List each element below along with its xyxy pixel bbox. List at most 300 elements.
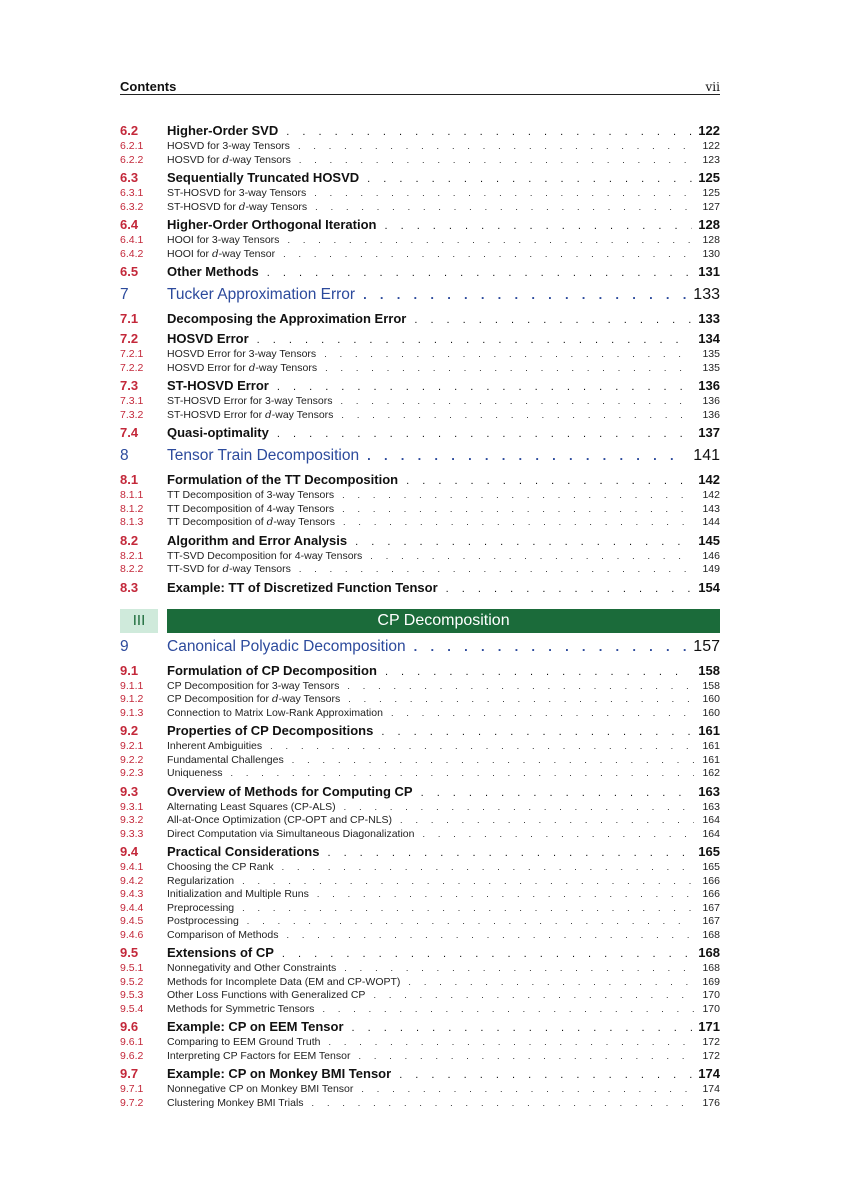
- table-of-contents: [120, 120, 720, 1110]
- dot-leader: [414, 639, 688, 654]
- subsection-page-number[interactable]: 167: [702, 901, 720, 914]
- dot-leader: [282, 948, 692, 960]
- section-title[interactable]: HOSVD Error: [167, 331, 249, 346]
- toc-subsection-entry[interactable]: [120, 348, 720, 362]
- dot-leader: [282, 862, 694, 872]
- subsection-page-number[interactable]: 176: [702, 1096, 720, 1109]
- subsection-page-number[interactable]: 164: [702, 827, 720, 840]
- toc-subsection-entry[interactable]: [120, 693, 720, 707]
- section-number: 9.2: [120, 723, 139, 738]
- dot-leader: [342, 490, 694, 500]
- section-title[interactable]: Practical Considerations: [167, 844, 320, 859]
- toc-subsection-entry[interactable]: [120, 707, 720, 721]
- chapter-number: 7: [120, 286, 129, 303]
- part-number: III: [120, 609, 158, 633]
- subsection-page-number[interactable]: 136: [702, 408, 720, 421]
- subsection-number: 9.2.2: [120, 753, 144, 766]
- chapter-number: 9: [120, 637, 129, 655]
- subsection-page-number[interactable]: 169: [702, 975, 720, 988]
- dot-leader: [325, 363, 694, 373]
- section-title[interactable]: Example: TT of Discretized Function Tensor: [167, 579, 438, 595]
- toc-subsection-entry[interactable]: [120, 1083, 720, 1097]
- dot-leader: [352, 1022, 693, 1034]
- dot-leader: [341, 396, 694, 406]
- dot-leader: [329, 1037, 695, 1047]
- subsection-title[interactable]: TT-SVD for d-way Tensors: [167, 563, 291, 575]
- header-page-number: vii: [705, 80, 720, 94]
- section-title[interactable]: Quasi-optimality: [167, 425, 269, 440]
- subsection-page-number[interactable]: 136: [702, 395, 720, 407]
- subsection-number: 6.2.2: [120, 153, 144, 166]
- subsection-page-number[interactable]: 160: [702, 693, 720, 705]
- subsection-number: 9.4.1: [120, 861, 144, 873]
- toc-subsection-entry[interactable]: [120, 1050, 720, 1064]
- dot-leader: [391, 708, 694, 718]
- dot-leader: [373, 990, 694, 1000]
- toc-subsection-entry[interactable]: [120, 395, 720, 409]
- dot-leader: [348, 694, 694, 704]
- subsection-number: 8.1.1: [120, 489, 144, 501]
- subsection-title[interactable]: TT Decomposition of 4-way Tensors: [167, 502, 335, 515]
- running-header: [120, 76, 720, 95]
- dot-leader: [277, 428, 692, 440]
- dot-leader: [283, 249, 694, 259]
- toc-subsection-entry[interactable]: [120, 409, 720, 423]
- subsection-number: 9.5.3: [120, 989, 144, 1001]
- toc-section-entry[interactable]: [120, 472, 720, 489]
- subsection-page-number[interactable]: 127: [702, 200, 720, 213]
- subsection-page-number[interactable]: 172: [702, 1036, 720, 1048]
- subsection-page-number[interactable]: 158: [702, 679, 720, 692]
- dot-leader: [446, 583, 693, 595]
- subsection-page-number[interactable]: 135: [702, 361, 720, 374]
- section-page-number[interactable]: 174: [698, 1066, 720, 1081]
- dot-leader: [230, 768, 694, 778]
- toc-subsection-entry[interactable]: [120, 902, 720, 916]
- dot-leader: [270, 741, 694, 751]
- subsection-title[interactable]: CP Decomposition for 3-way Tensors: [167, 679, 340, 692]
- dot-leader: [299, 155, 694, 165]
- toc-subsection-entry[interactable]: [120, 550, 720, 564]
- section-page-number[interactable]: 131: [698, 264, 720, 279]
- subsection-title[interactable]: ST-HOSVD for d-way Tensors: [167, 200, 308, 213]
- chapter-page-number[interactable]: 133: [693, 286, 720, 303]
- section-page-number[interactable]: 137: [698, 425, 720, 440]
- toc-subsection-entry[interactable]: [120, 740, 720, 754]
- subsection-page-number[interactable]: 170: [702, 989, 720, 1001]
- subsection-title[interactable]: HOOI for 3-way Tensors: [167, 234, 280, 246]
- toc-subsection-entry[interactable]: [120, 187, 720, 201]
- subsection-title[interactable]: Methods for Symmetric Tensors: [167, 1002, 315, 1015]
- toc-subsection-entry[interactable]: [120, 861, 720, 875]
- toc-chapter-entry[interactable]: [120, 286, 720, 308]
- subsection-page-number[interactable]: 161: [702, 740, 720, 752]
- subsection-number: 9.6.1: [120, 1036, 144, 1048]
- toc-subsection-entry[interactable]: [120, 1003, 720, 1017]
- subsection-number: 7.3.2: [120, 408, 144, 421]
- subsection-number: 9.3.3: [120, 827, 144, 840]
- toc-section-entry[interactable]: [120, 264, 720, 281]
- section-title[interactable]: Formulation of the TT Decomposition: [167, 472, 399, 487]
- chapter-page-number[interactable]: 141: [693, 447, 720, 464]
- toc-section-entry[interactable]: [120, 311, 720, 328]
- subsection-title[interactable]: Methods for Incomplete Data (EM and CP-WOPT): [167, 975, 401, 988]
- subsection-title[interactable]: Nonnegative CP on Monkey BMI Tensor: [167, 1083, 354, 1095]
- toc-subsection-entry[interactable]: [120, 563, 720, 577]
- subsection-number: 9.3.1: [120, 800, 144, 813]
- subsection-title[interactable]: Regularization: [167, 874, 235, 887]
- toc-section-entry[interactable]: [120, 170, 720, 187]
- dot-leader: [322, 1004, 694, 1014]
- section-number: 9.3: [120, 783, 139, 799]
- chapter-title[interactable]: Tensor Train Decomposition: [167, 447, 360, 464]
- toc-subsection-entry[interactable]: [120, 888, 720, 902]
- toc-subsection-entry[interactable]: [120, 140, 720, 154]
- section-number: 9.5: [120, 945, 139, 960]
- section-page-number[interactable]: 171: [698, 1019, 720, 1034]
- subsection-number: 9.7.1: [120, 1083, 144, 1095]
- dot-leader: [385, 666, 692, 678]
- subsection-title[interactable]: ST-HOSVD Error for 3-way Tensors: [167, 395, 333, 407]
- subsection-title[interactable]: Initialization and Multiple Runs: [167, 888, 309, 900]
- subsection-title[interactable]: Fundamental Challenges: [167, 753, 284, 766]
- section-page-number[interactable]: 145: [698, 532, 720, 548]
- toc-section-entry[interactable]: [120, 945, 720, 962]
- dot-leader: [312, 1098, 694, 1108]
- toc-section-entry[interactable]: [120, 844, 720, 861]
- subsection-title[interactable]: Direct Computation via Simultaneous Diagonalization: [167, 827, 415, 840]
- subsection-number: 8.2.1: [120, 549, 144, 562]
- dot-leader: [344, 802, 694, 812]
- chapter-title[interactable]: Tucker Approximation Error: [167, 286, 356, 303]
- section-number: 7.2: [120, 331, 139, 346]
- toc-section-entry[interactable]: [120, 784, 720, 801]
- subsection-title[interactable]: All-at-Once Optimization (CP-OPT and CP-NLS): [167, 814, 393, 826]
- toc-subsection-entry[interactable]: [120, 201, 720, 215]
- section-page-number[interactable]: 133: [698, 311, 720, 326]
- subsection-page-number[interactable]: 168: [702, 928, 720, 941]
- subsection-number: 9.6.2: [120, 1049, 144, 1062]
- subsection-number: 6.4.1: [120, 234, 144, 246]
- subsection-title[interactable]: HOSVD Error for 3-way Tensors: [167, 348, 317, 360]
- toc-subsection-entry[interactable]: [120, 767, 720, 781]
- subsection-number: 9.4.6: [120, 928, 144, 941]
- dot-leader: [408, 977, 694, 987]
- section-page-number[interactable]: 158: [698, 662, 720, 678]
- subsection-page-number[interactable]: 149: [702, 563, 720, 575]
- subsection-title[interactable]: Interpreting CP Factors for EEM Tensor: [167, 1049, 351, 1062]
- subsection-number: 7.2.1: [120, 348, 144, 360]
- dot-leader: [341, 410, 694, 420]
- toc-subsection-entry[interactable]: [120, 989, 720, 1003]
- section-page-number[interactable]: 128: [698, 217, 720, 232]
- section-page-number[interactable]: 165: [698, 844, 720, 859]
- subsection-page-number[interactable]: 172: [702, 1049, 720, 1062]
- subsection-page-number[interactable]: 125: [702, 187, 720, 199]
- toc-subsection-entry[interactable]: [120, 801, 720, 815]
- dot-leader: [315, 202, 694, 212]
- header-title: Contents: [120, 79, 177, 94]
- dot-leader: [242, 876, 694, 886]
- subsection-page-number[interactable]: 122: [702, 140, 720, 152]
- dot-leader: [286, 930, 694, 940]
- toc-section-entry[interactable]: [120, 1066, 720, 1083]
- dot-leader: [292, 755, 694, 765]
- subsection-title[interactable]: TT Decomposition of d-way Tensors: [167, 516, 336, 528]
- subsection-number: 9.5.2: [120, 975, 144, 988]
- subsection-title[interactable]: Preprocessing: [167, 901, 235, 914]
- section-number: 7.3: [120, 378, 139, 393]
- dot-leader: [355, 536, 692, 548]
- dot-leader: [247, 916, 694, 926]
- part-title: CP Decomposition: [167, 609, 720, 633]
- section-title[interactable]: Overview of Methods for Computing CP: [167, 783, 413, 799]
- section-number: 8.1: [120, 472, 139, 487]
- dot-leader: [399, 1069, 692, 1081]
- section-page-number[interactable]: 154: [698, 579, 720, 595]
- subsection-number: 9.4.2: [120, 874, 144, 887]
- toc-section-entry[interactable]: [120, 331, 720, 348]
- subsection-title[interactable]: Inherent Ambiguities: [167, 740, 263, 752]
- toc-subsection-entry[interactable]: [120, 915, 720, 929]
- toc-subsection-entry[interactable]: [120, 503, 720, 517]
- dot-leader: [422, 829, 694, 839]
- subsection-title[interactable]: ST-HOSVD for 3-way Tensors: [167, 187, 307, 199]
- section-number: 7.1: [120, 311, 139, 326]
- subsection-page-number[interactable]: 143: [702, 502, 720, 515]
- subsection-page-number[interactable]: 163: [702, 800, 720, 813]
- section-page-number[interactable]: 163: [698, 783, 720, 799]
- subsection-title[interactable]: HOSVD for d-way Tensors: [167, 153, 291, 166]
- subsection-page-number[interactable]: 167: [702, 915, 720, 927]
- subsection-number: 7.3.1: [120, 395, 144, 407]
- section-title[interactable]: ST-HOSVD Error: [167, 378, 269, 393]
- toc-subsection-entry[interactable]: [120, 976, 720, 990]
- subsection-page-number[interactable]: 162: [702, 767, 720, 779]
- toc-subsection-entry[interactable]: [120, 234, 720, 248]
- subsection-number: 9.4.3: [120, 888, 144, 900]
- part-heading: [120, 609, 720, 633]
- subsection-title[interactable]: HOOI for d-way Tensor: [167, 247, 276, 260]
- section-page-number[interactable]: 142: [698, 472, 720, 487]
- dot-leader: [367, 173, 692, 185]
- subsection-number: 9.1.3: [120, 706, 144, 719]
- dot-leader: [298, 141, 694, 151]
- chapter-page-number[interactable]: 157: [693, 637, 720, 655]
- subsection-number: 6.3.2: [120, 200, 144, 213]
- subsection-title[interactable]: Other Loss Functions with Generalized CP: [167, 989, 366, 1001]
- toc-subsection-entry[interactable]: [120, 1036, 720, 1050]
- subsection-page-number[interactable]: 166: [702, 874, 720, 887]
- dot-leader: [344, 963, 694, 973]
- section-title[interactable]: Algorithm and Error Analysis: [167, 532, 348, 548]
- subsection-number: 9.2.3: [120, 767, 144, 779]
- subsection-title[interactable]: Choosing the CP Rank: [167, 861, 274, 873]
- toc-subsection-entry[interactable]: [120, 248, 720, 262]
- subsection-number: 9.7.2: [120, 1096, 144, 1109]
- section-title[interactable]: Higher-Order Orthogonal Iteration: [167, 217, 377, 232]
- subsection-page-number[interactable]: 170: [702, 1002, 720, 1015]
- dot-leader: [257, 334, 693, 346]
- dot-leader: [343, 517, 694, 527]
- section-number: 6.2: [120, 123, 139, 138]
- toc-subsection-entry[interactable]: [120, 680, 720, 694]
- section-title[interactable]: Properties of CP Decompositions: [167, 723, 374, 738]
- subsection-page-number[interactable]: 146: [702, 549, 720, 562]
- subsection-page-number[interactable]: 160: [702, 706, 720, 719]
- section-number: 9.1: [120, 662, 139, 678]
- subsection-page-number[interactable]: 165: [702, 861, 720, 873]
- dot-leader: [327, 847, 692, 859]
- dot-leader: [242, 903, 694, 913]
- toc-section-entry[interactable]: [120, 123, 720, 140]
- dot-leader: [317, 889, 694, 899]
- dot-leader: [286, 126, 692, 138]
- subsection-title[interactable]: Alternating Least Squares (CP-ALS): [167, 800, 336, 813]
- subsection-title[interactable]: TT-SVD Decomposition for 4-way Tensors: [167, 549, 363, 562]
- subsection-page-number[interactable]: 123: [702, 153, 720, 166]
- toc-section-entry[interactable]: [120, 533, 720, 550]
- section-title[interactable]: Sequentially Truncated HOSVD: [167, 170, 360, 185]
- subsection-title[interactable]: Uniqueness: [167, 767, 223, 779]
- section-title[interactable]: Other Methods: [167, 264, 259, 279]
- toc-subsection-entry[interactable]: [120, 1097, 720, 1111]
- toc-section-entry[interactable]: [120, 663, 720, 680]
- toc-subsection-entry[interactable]: [120, 875, 720, 889]
- section-number: 9.4: [120, 844, 139, 859]
- toc-chapter-entry[interactable]: [120, 638, 720, 660]
- subsection-number: 9.3.2: [120, 814, 144, 826]
- section-page-number[interactable]: 136: [698, 378, 720, 393]
- section-title[interactable]: Extensions of CP: [167, 945, 274, 960]
- section-number: 8.2: [120, 532, 139, 548]
- dot-leader: [287, 235, 694, 245]
- subsection-number: 9.4.5: [120, 915, 144, 927]
- toc-section-entry[interactable]: [120, 378, 720, 395]
- section-number: 6.5: [120, 264, 139, 279]
- subsection-page-number[interactable]: 144: [702, 516, 720, 528]
- toc-subsection-entry[interactable]: [120, 828, 720, 842]
- subsection-number: 9.1.2: [120, 693, 144, 705]
- dot-leader: [370, 551, 694, 561]
- toc-section-entry[interactable]: [120, 723, 720, 740]
- toc-chapter-entry[interactable]: [120, 447, 720, 469]
- subsection-page-number[interactable]: 174: [702, 1083, 720, 1095]
- subsection-page-number[interactable]: 166: [702, 888, 720, 900]
- section-page-number[interactable]: 122: [698, 123, 720, 138]
- section-title[interactable]: Higher-Order SVD: [167, 123, 279, 138]
- dot-leader: [277, 381, 692, 393]
- subsection-number: 8.2.2: [120, 563, 144, 575]
- section-number: 9.6: [120, 1019, 139, 1034]
- subsection-page-number[interactable]: 135: [702, 348, 720, 360]
- subsection-title[interactable]: HOSVD for 3-way Tensors: [167, 140, 290, 152]
- dot-leader: [314, 188, 694, 198]
- section-title[interactable]: Example: CP on Monkey BMI Tensor: [167, 1066, 392, 1081]
- toc-subsection-entry[interactable]: [120, 516, 720, 530]
- subsection-number: 8.1.2: [120, 502, 144, 515]
- dot-leader: [381, 726, 692, 738]
- toc-subsection-entry[interactable]: [120, 362, 720, 376]
- section-title[interactable]: Formulation of CP Decomposition: [167, 662, 377, 678]
- section-page-number[interactable]: 168: [698, 945, 720, 960]
- section-page-number[interactable]: 125: [698, 170, 720, 185]
- dot-leader: [358, 1051, 694, 1061]
- subsection-title[interactable]: Nonnegativity and Other Constraints: [167, 962, 337, 974]
- toc-section-entry[interactable]: [120, 425, 720, 442]
- toc-section-entry[interactable]: [120, 1019, 720, 1036]
- subsection-page-number[interactable]: 128: [702, 234, 720, 246]
- section-number: 9.7: [120, 1066, 139, 1081]
- subsection-number: 9.1.1: [120, 679, 144, 692]
- subsection-page-number[interactable]: 168: [702, 962, 720, 974]
- subsection-title[interactable]: Postprocessing: [167, 915, 239, 927]
- toc-subsection-entry[interactable]: [120, 154, 720, 168]
- dot-leader: [324, 349, 694, 359]
- section-number: 7.4: [120, 425, 139, 440]
- dot-leader: [363, 287, 687, 302]
- subsection-number: 9.4.4: [120, 901, 144, 914]
- toc-subsection-entry[interactable]: [120, 814, 720, 828]
- subsection-number: 7.2.2: [120, 361, 144, 374]
- subsection-page-number[interactable]: 142: [702, 489, 720, 501]
- subsection-number: 9.5.1: [120, 962, 144, 974]
- subsection-title[interactable]: Comparison of Methods: [167, 928, 279, 941]
- subsection-title[interactable]: TT Decomposition of 3-way Tensors: [167, 489, 335, 501]
- section-number: 6.3: [120, 170, 139, 185]
- subsection-number: 9.5.4: [120, 1002, 144, 1015]
- dot-leader: [342, 504, 694, 514]
- section-page-number[interactable]: 134: [698, 331, 720, 346]
- subsection-page-number[interactable]: 161: [702, 753, 720, 766]
- chapter-number: 8: [120, 447, 129, 464]
- subsection-title[interactable]: ST-HOSVD Error for d-way Tensors: [167, 408, 334, 421]
- toc-section-entry[interactable]: [120, 217, 720, 234]
- subsection-title[interactable]: Clustering Monkey BMI Trials: [167, 1096, 304, 1109]
- section-title[interactable]: Decomposing the Approximation Error: [167, 311, 407, 326]
- toc-section-entry[interactable]: [120, 580, 720, 597]
- dot-leader: [384, 220, 692, 232]
- subsection-number: 9.2.1: [120, 740, 144, 752]
- subsection-number: 6.3.1: [120, 187, 144, 199]
- section-number: 6.4: [120, 217, 139, 232]
- toc-subsection-entry[interactable]: [120, 754, 720, 768]
- dot-leader: [347, 681, 694, 691]
- dot-leader: [400, 815, 694, 825]
- subsection-page-number[interactable]: 164: [702, 814, 720, 826]
- dot-leader: [267, 267, 693, 279]
- subsection-page-number[interactable]: 130: [702, 247, 720, 260]
- subsection-title[interactable]: HOSVD Error for d-way Tensors: [167, 361, 318, 374]
- section-number: 8.3: [120, 579, 139, 595]
- toc-subsection-entry[interactable]: [120, 489, 720, 503]
- subsection-number: 6.4.2: [120, 247, 144, 260]
- chapter-title[interactable]: Canonical Polyadic Decomposition: [167, 637, 406, 655]
- dot-leader: [414, 314, 692, 326]
- toc-subsection-entry[interactable]: [120, 929, 720, 943]
- section-page-number[interactable]: 161: [698, 723, 720, 738]
- toc-subsection-entry[interactable]: [120, 962, 720, 976]
- subsection-title[interactable]: Comparing to EEM Ground Truth: [167, 1036, 321, 1048]
- dot-leader: [299, 564, 694, 574]
- subsection-number: 8.1.3: [120, 516, 144, 528]
- subsection-title[interactable]: Connection to Matrix Low-Rank Approximation: [167, 706, 383, 719]
- dot-leader: [406, 475, 692, 487]
- section-title[interactable]: Example: CP on EEM Tensor: [167, 1019, 344, 1034]
- dot-leader: [367, 448, 687, 463]
- dot-leader: [421, 787, 693, 799]
- subsection-title[interactable]: CP Decomposition for d-way Tensors: [167, 693, 341, 705]
